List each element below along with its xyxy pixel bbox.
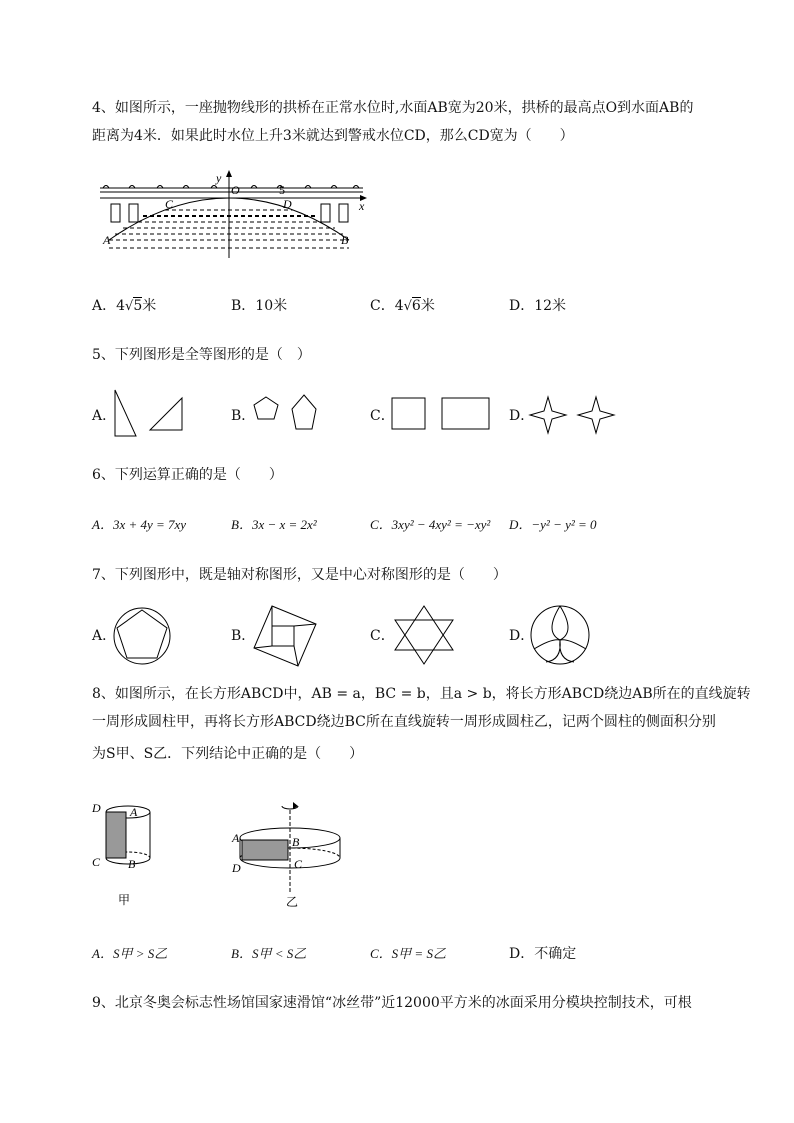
q8-option-b: B．S甲 < S乙 xyxy=(231,946,307,961)
q8-fig1-label-b: B xyxy=(128,857,136,871)
q7-option-b-pinwheel-square xyxy=(252,604,318,668)
q4-fig-label-b: B xyxy=(341,233,349,247)
q8-cylinder-jia-figure xyxy=(90,796,170,908)
q4-fig-label-d: D xyxy=(283,197,292,211)
q8-fig2-caption: 乙 xyxy=(286,895,299,909)
q8-option-d: D．不确定 xyxy=(509,946,577,962)
q4-option-c: C．4√6米 xyxy=(370,298,435,314)
q7-option-a-pentagon-in-circle xyxy=(112,606,172,666)
q8-fig1-label-c: C xyxy=(92,855,101,869)
q4-option-b: B．10米 xyxy=(231,298,288,314)
q7-option-d: D． xyxy=(509,628,535,644)
q4-fig-label-5: 5 xyxy=(279,183,285,197)
q4-text-line1: 4、如图所示，一座抛物线形的拱桥在正常水位时,水面AB宽为20米，拱桥的最高点O到水面AB的 xyxy=(92,100,694,116)
q4-fig-label-a: A xyxy=(103,233,111,247)
q5-text: 5、下列图形是全等图形的是（ ） xyxy=(92,347,311,363)
q8-fig2-label-d: D xyxy=(232,861,241,875)
q4-option-d: D．12米 xyxy=(509,298,567,314)
q6-option-b: B．3x − x = 2x² xyxy=(231,517,317,532)
q8-fig2-label-b: B xyxy=(292,835,300,849)
q7-text: 7、下列图形中，既是轴对称图形，又是中心对称图形的是（ ） xyxy=(92,567,507,583)
q7-option-b: B． xyxy=(231,628,256,644)
q5-option-b: B． xyxy=(231,408,256,424)
q8-option-a: A．S甲 > S乙 xyxy=(92,946,168,961)
q8-fig2-label-a: A xyxy=(232,831,240,845)
q4-fig-label-x: x xyxy=(359,199,365,213)
q8-fig1-label-d: D xyxy=(92,801,101,815)
q8-option-c: C．S甲 = S乙 xyxy=(370,946,446,961)
q8-fig1-caption: 甲 xyxy=(118,893,131,907)
q8-fig2-label-c: C xyxy=(294,857,303,871)
q8-text-line3: 为S甲、S乙．下列结论中正确的是（ ） xyxy=(92,746,364,762)
q6-option-a: A．3x + 4y = 7xy xyxy=(92,517,187,532)
q4-fig-label-c: C xyxy=(165,197,174,211)
q4-fig-label-y: y xyxy=(216,171,222,185)
q8-text-line2: 一周形成圆柱甲，再将长方形ABCD绕边BC所在直线旋转一周形成圆柱乙，记两个圆柱的侧面积分别 xyxy=(92,714,716,730)
q4-fig-label-o: O xyxy=(231,183,240,197)
q8-cylinder-yi-figure xyxy=(230,800,346,908)
q5-option-d: D． xyxy=(509,408,535,424)
q5-option-a-triangles xyxy=(112,388,192,440)
q5-option-c-rectangles xyxy=(390,396,494,436)
q7-option-a: A． xyxy=(92,628,117,644)
q5-option-a: A． xyxy=(92,408,117,424)
q5-option-d-stars xyxy=(530,395,616,437)
q7-option-d-three-arcs-circle xyxy=(530,604,590,666)
q9-text: 9、北京冬奥会标志性场馆国家速滑馆“冰丝带”近12000平方米的冰面采用分模块控制技术，可根 xyxy=(92,995,692,1011)
q5-option-b-pentagons xyxy=(252,393,332,441)
q6-text: 6、下列运算正确的是（ ） xyxy=(92,467,283,483)
q7-option-c: C． xyxy=(370,628,395,644)
q4-option-a: A．4√5米 xyxy=(92,298,157,314)
q5-option-c: C． xyxy=(370,408,395,424)
q8-text-line1: 8、如图所示，在长方形ABCD中，AB = a，BC = b，且a > b，将长方形ABCD绕边AB所在的直线旋转 xyxy=(92,686,751,702)
q4-bridge-figure xyxy=(95,170,375,260)
q7-option-c-hexagram xyxy=(391,604,457,666)
q8-fig1-label-a: A xyxy=(130,805,138,819)
q4-text-line2: 距离为4米．如果此时水位上升3米就达到警戒水位CD，那么CD宽为（ ） xyxy=(92,128,574,144)
q6-option-d: D．−y² − y² = 0 xyxy=(509,517,597,532)
q6-option-c: C．3xy² − 4xy² = −xy² xyxy=(370,517,491,532)
